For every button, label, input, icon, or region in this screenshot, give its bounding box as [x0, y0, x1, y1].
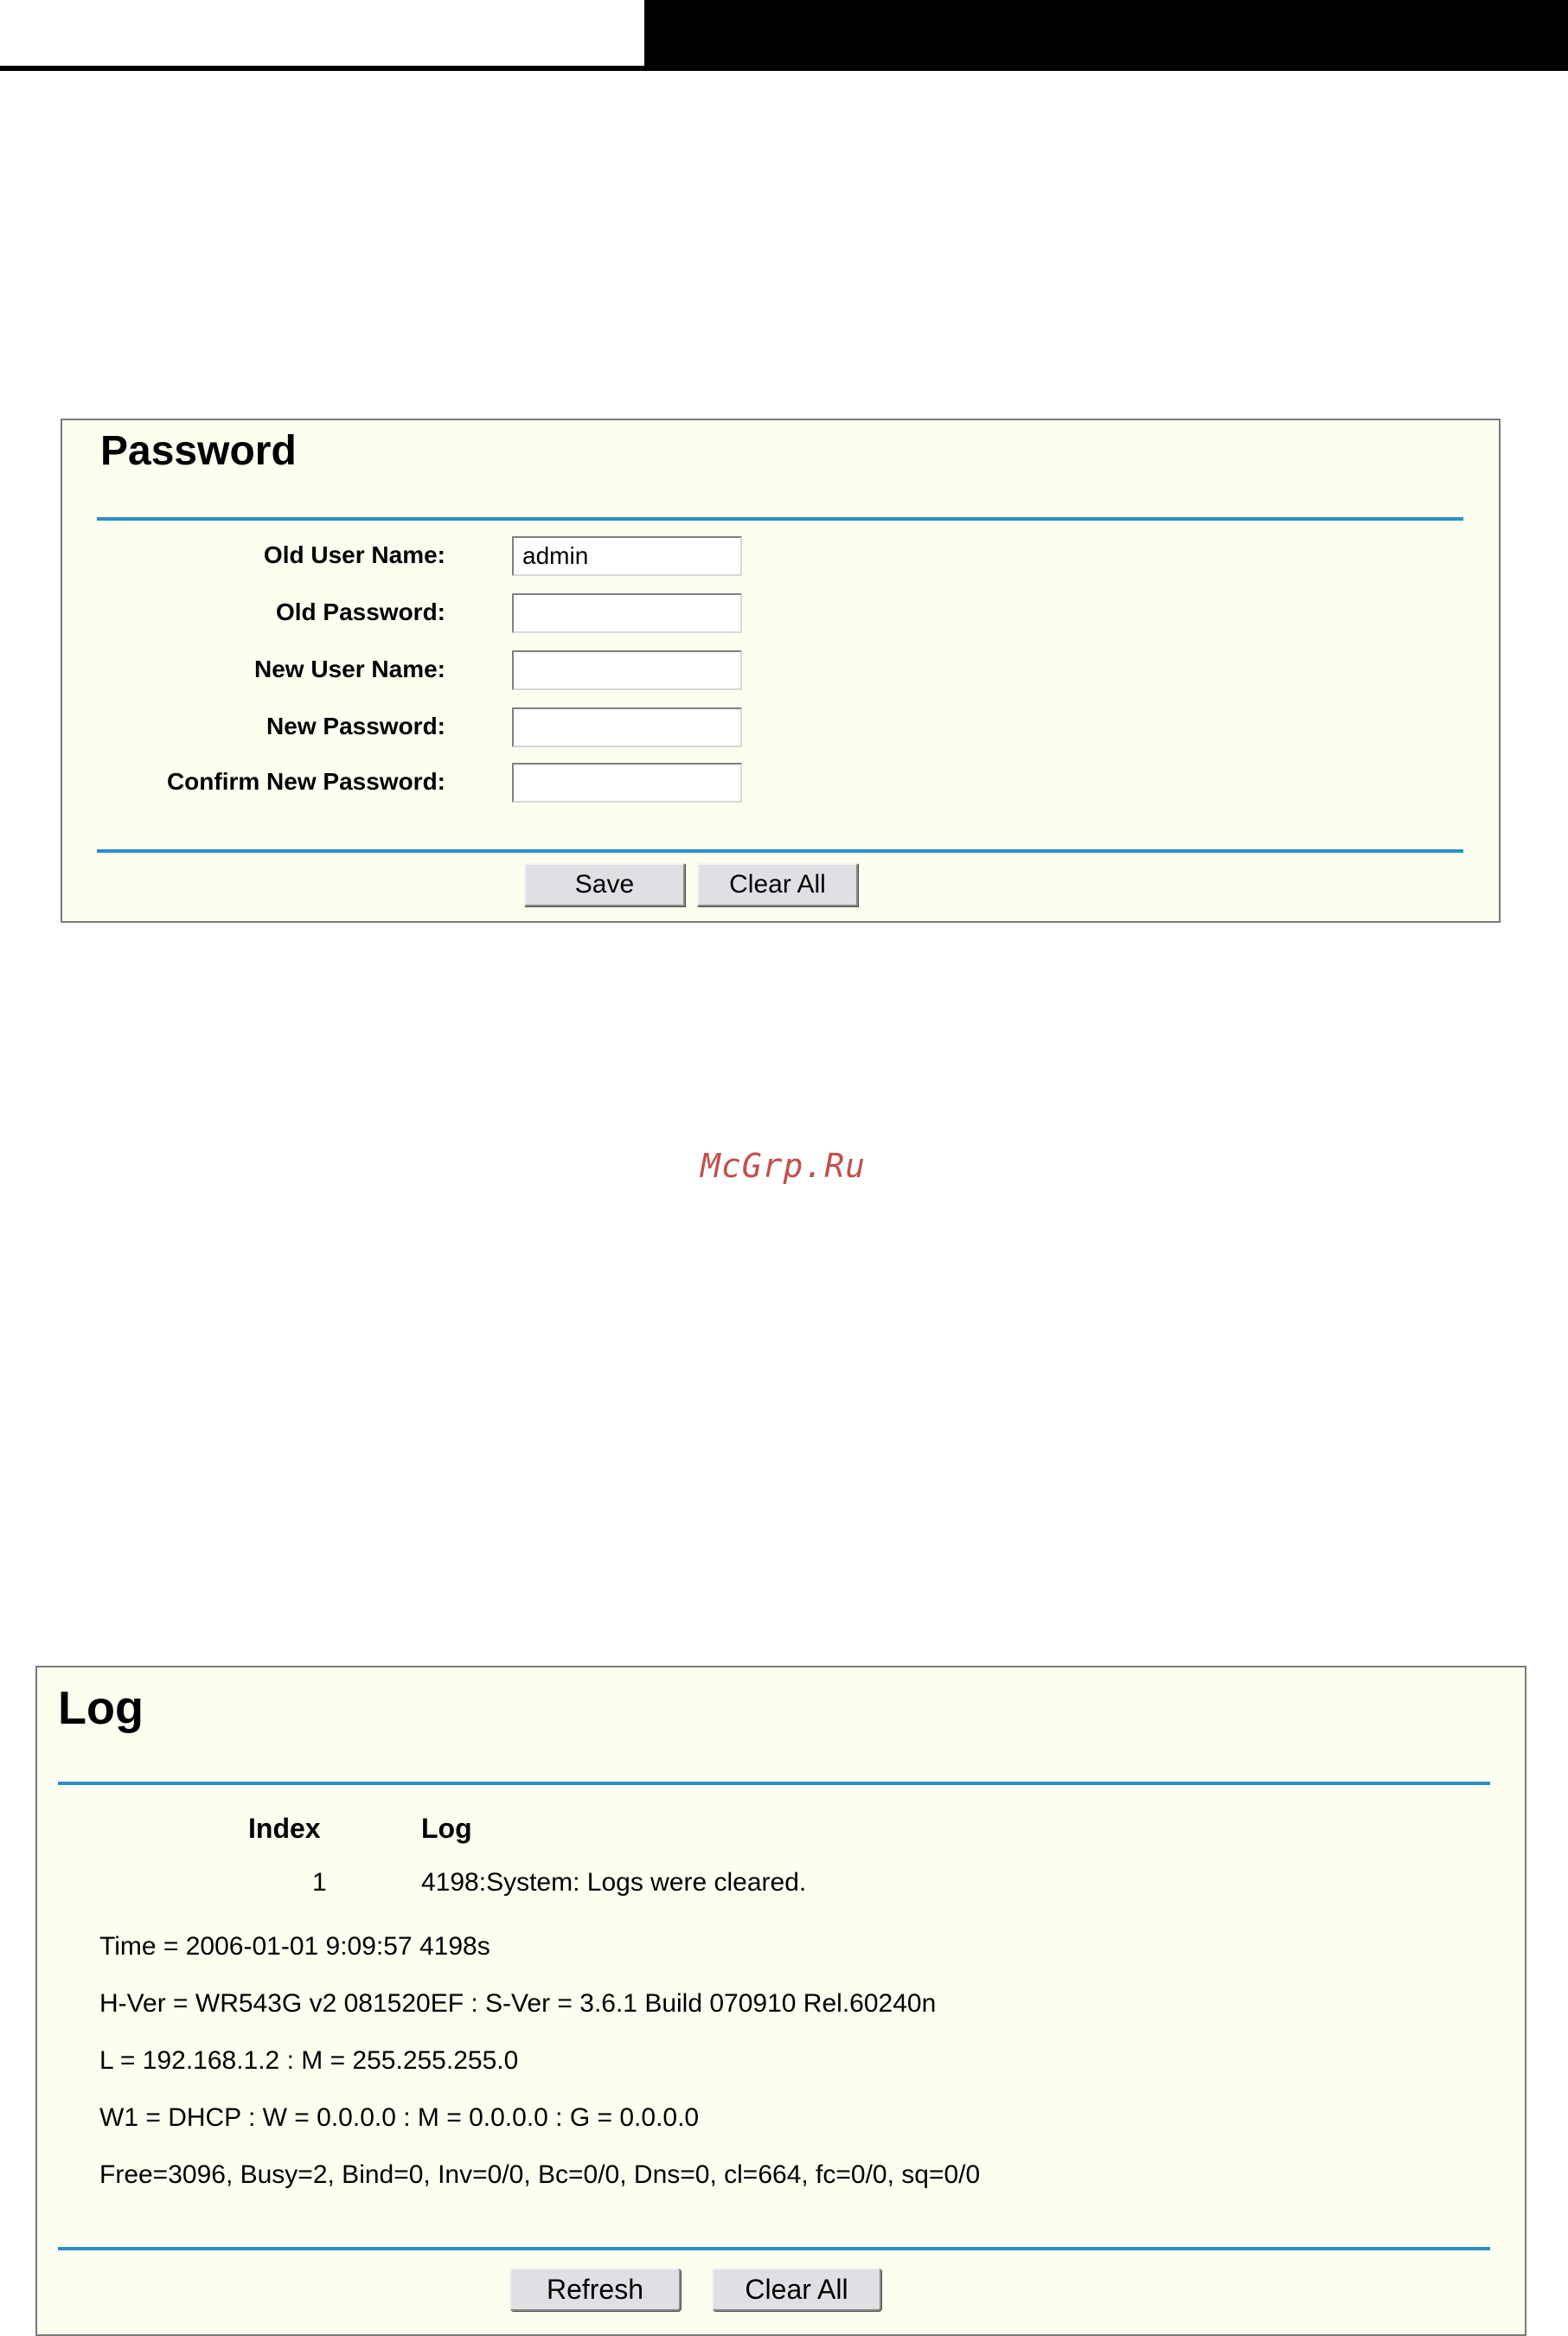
clear-log-button[interactable]: Clear All	[712, 2268, 881, 2311]
old-username-input[interactable]	[512, 536, 742, 576]
divider	[97, 517, 1463, 521]
old-password-row	[62, 593, 1446, 638]
new-password-input[interactable]	[512, 707, 742, 747]
old-username-row	[62, 536, 1446, 581]
system-lan: L = 192.168.1.2 : M = 255.255.255.0	[99, 2046, 519, 2075]
system-version: H-Ver = WR543G v2 081520EF : S-Ver = 3.6.1 Build 070910 Rel.60240n	[99, 1989, 937, 2018]
new-password-label: New Password:	[266, 713, 445, 739]
watermark: McGrp.Ru	[701, 1147, 867, 1185]
new-username-row	[62, 650, 1446, 695]
confirm-password-row	[62, 763, 1446, 808]
confirm-password-label: Confirm New Password:	[166, 768, 445, 795]
password-panel	[61, 419, 1501, 923]
save-button[interactable]: Save	[524, 863, 685, 906]
confirm-password-input[interactable]	[512, 763, 742, 803]
clear-all-button[interactable]: Clear All	[697, 863, 858, 906]
old-password-label: Old Password:	[275, 598, 445, 625]
divider	[58, 1782, 1490, 1785]
new-username-label: New User Name:	[254, 656, 445, 682]
password-title: Password	[100, 428, 297, 474]
log-row-text: 4198:System: Logs were cleared.	[421, 1868, 807, 1897]
new-password-row	[62, 707, 1446, 752]
header-rule	[0, 66, 644, 71]
new-username-input[interactable]	[512, 650, 742, 690]
system-time: Time = 2006-01-01 9:09:57 4198s	[99, 1932, 490, 1961]
refresh-button[interactable]: Refresh	[509, 2268, 681, 2311]
log-column-log: Log	[421, 1813, 472, 1844]
log-column-index: Index	[248, 1813, 321, 1844]
divider	[58, 2247, 1490, 2250]
divider	[97, 849, 1463, 853]
header-bar	[644, 0, 1568, 71]
old-password-input[interactable]	[512, 593, 742, 633]
system-stats: Free=3096, Busy=2, Bind=0, Inv=0/0, Bc=0/0, Dns=0, cl=664, fc=0/0, sq=0/0	[99, 2160, 981, 2189]
log-panel	[35, 1666, 1526, 2336]
log-title: Log	[58, 1682, 144, 1734]
log-row-index: 1	[312, 1868, 327, 1897]
system-wan: W1 = DHCP : W = 0.0.0.0 : M = 0.0.0.0 : G = 0.0.0.0	[99, 2103, 700, 2132]
old-username-label: Old User Name:	[263, 541, 445, 568]
